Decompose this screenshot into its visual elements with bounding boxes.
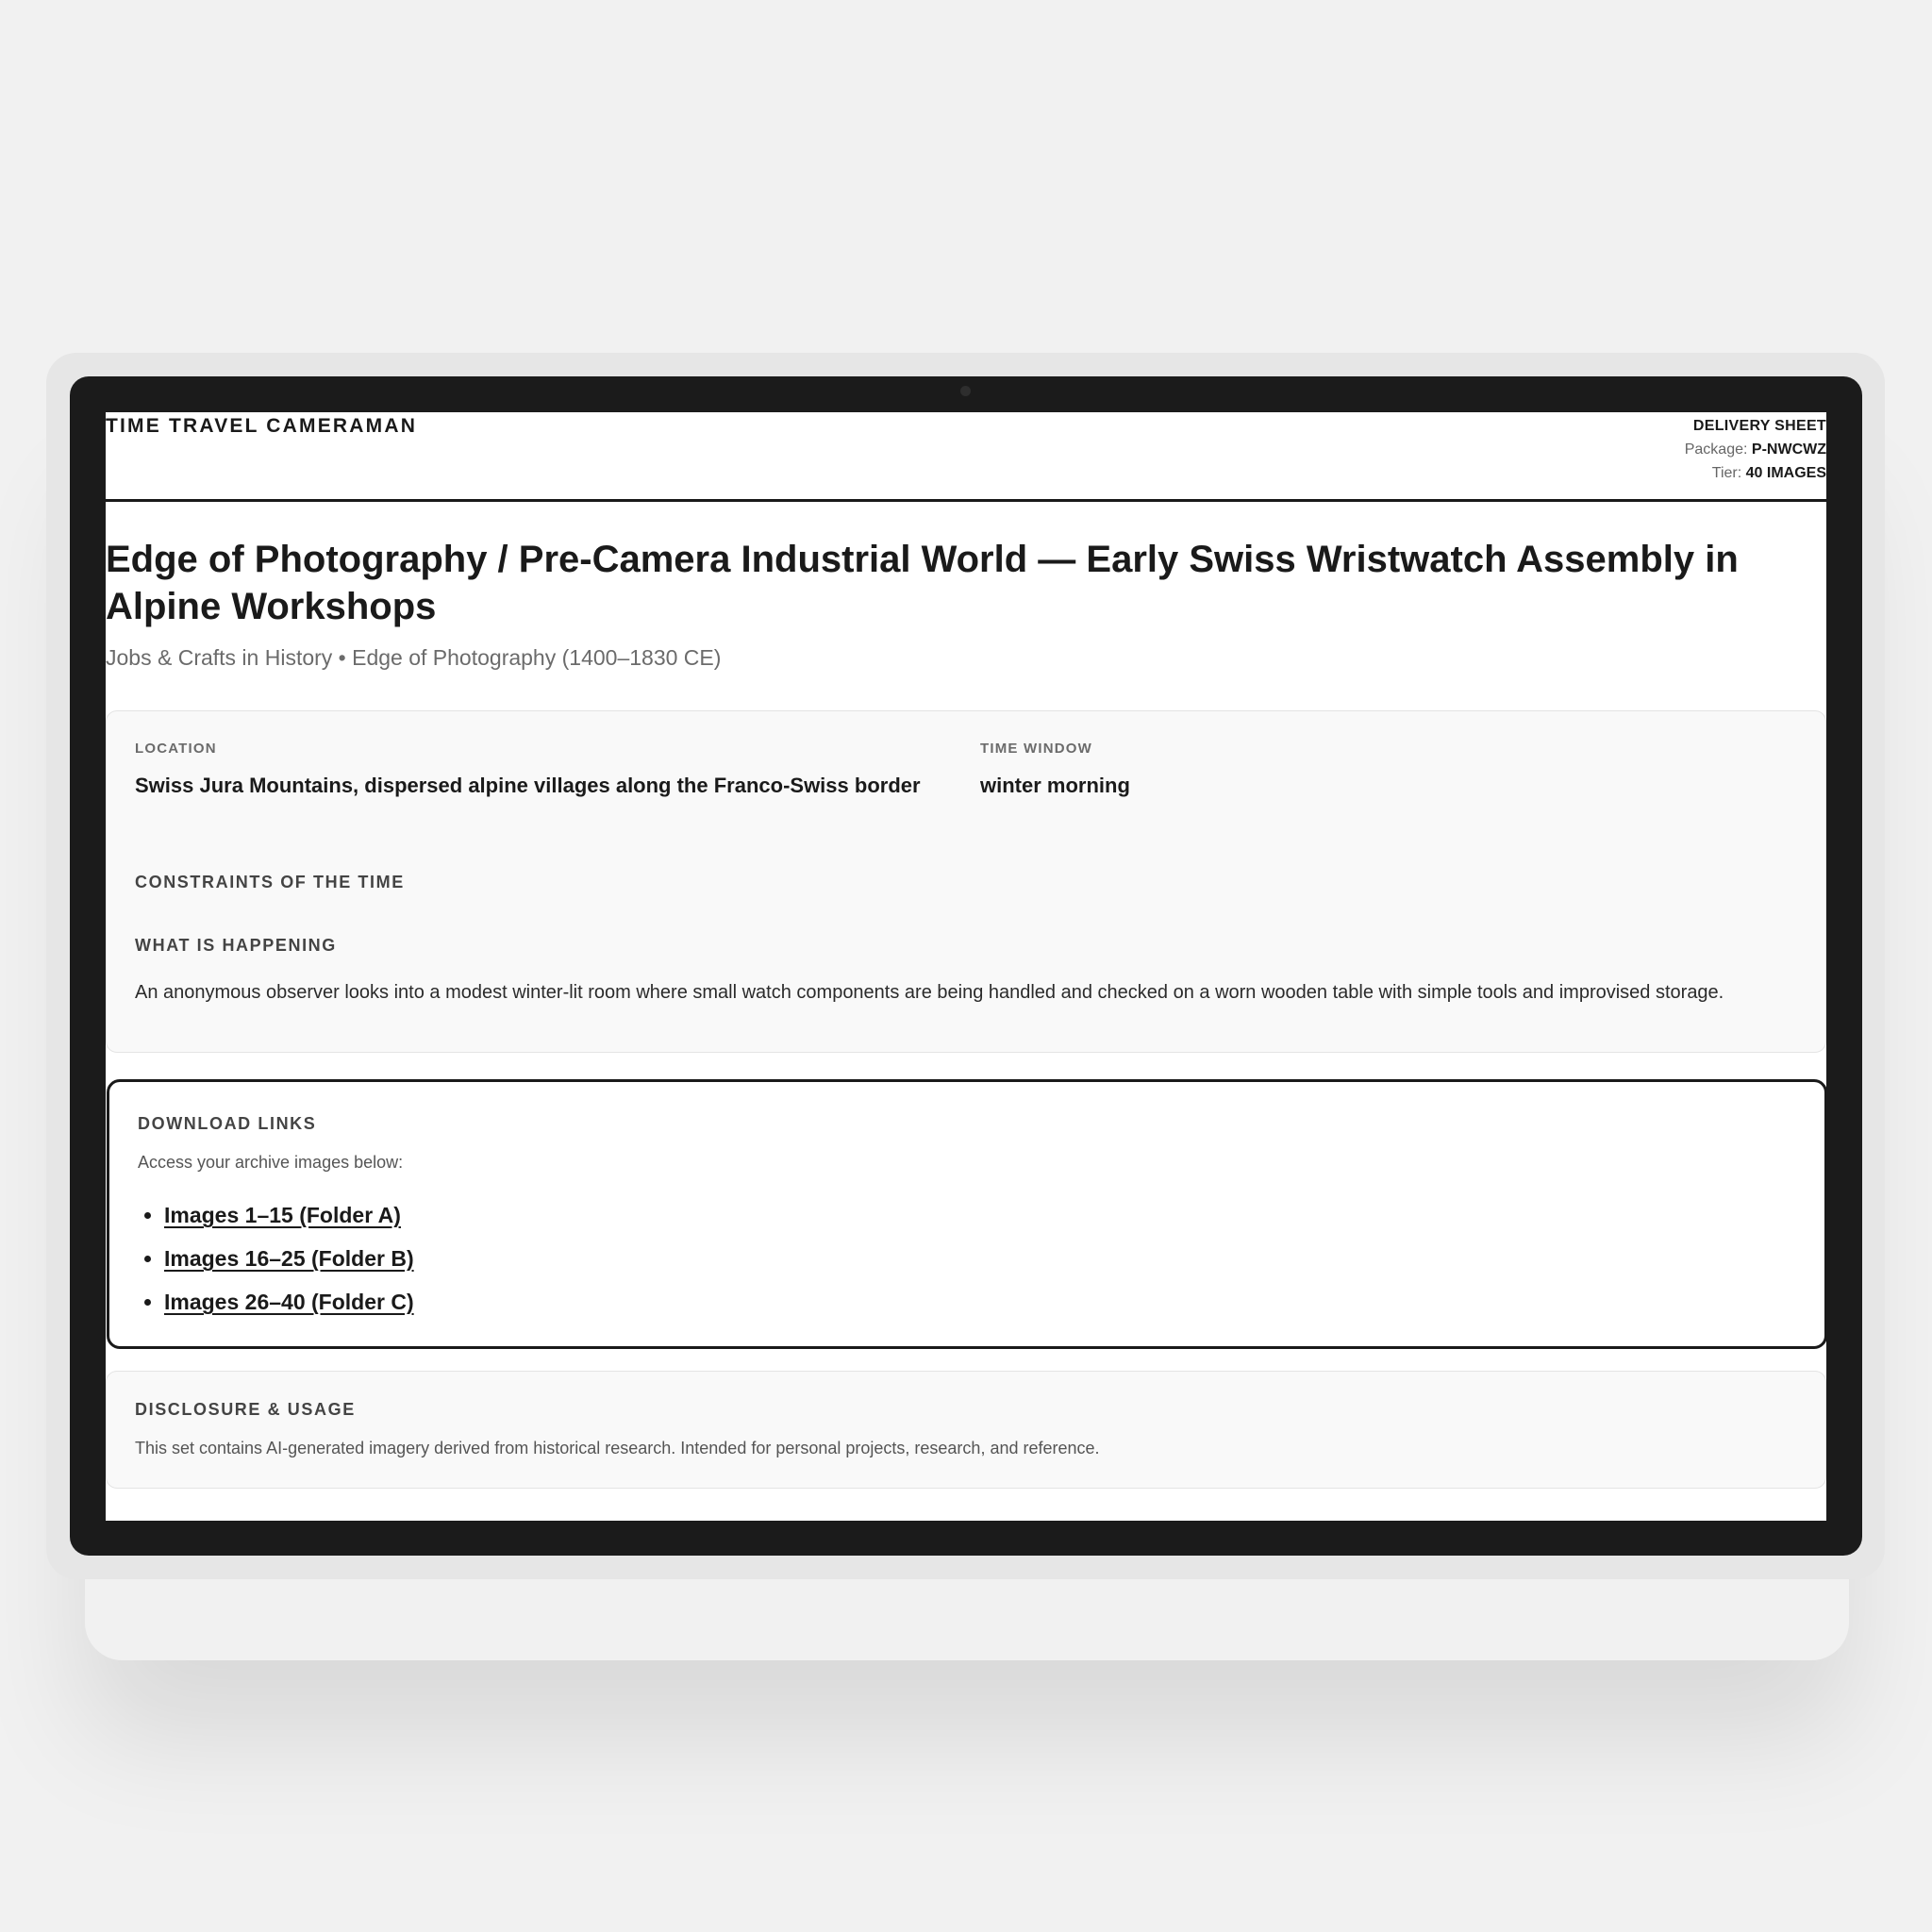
tier-label: Tier: (1711, 465, 1742, 481)
disclosure-card (106, 1371, 1826, 1489)
time-window-value: winter morning (980, 774, 1130, 797)
download-card (107, 1079, 1826, 1349)
location-label: LOCATION (135, 741, 217, 757)
package-value: P-NWCWZ (1751, 441, 1826, 458)
package-line (1685, 438, 1826, 461)
page-title: Edge of Photography / Pre-Camera Industrial World — Early Swiss Wristwatch Assembly in Alpine Workshops (106, 539, 1739, 627)
disclosure-heading: DISCLOSURE & USAGE (135, 1400, 356, 1419)
disclosure-text: This set contains AI-generated imagery derived from historical research. Intended for personal projects, research, and reference. (135, 1439, 1100, 1457)
page-subtitle: Jobs & Crafts in History • Edge of Photography (1400–1830 CE) (106, 645, 722, 670)
top-header (106, 412, 1826, 502)
delivery-meta (1685, 414, 1826, 485)
tier-line (1685, 461, 1826, 485)
download-list-item (164, 1237, 414, 1280)
download-intro: Access your archive images below: (138, 1153, 404, 1172)
download-list (138, 1193, 414, 1324)
camera-dot (960, 386, 971, 396)
tier-value: 40 IMAGES (1745, 465, 1826, 481)
download-link-folder-c[interactable]: Images 26–40 (Folder C) (164, 1290, 414, 1314)
delivery-sheet-label: DELIVERY SHEET (1692, 418, 1826, 434)
constraints-heading: CONSTRAINTS OF THE TIME (135, 873, 405, 891)
download-link-folder-b[interactable]: Images 16–25 (Folder B) (164, 1246, 414, 1271)
happening-heading: WHAT IS HAPPENING (135, 936, 337, 955)
download-list-item (164, 1193, 414, 1237)
info-card (106, 710, 1826, 1053)
download-heading: DOWNLOAD LINKS (138, 1114, 317, 1133)
screen (106, 412, 1826, 1521)
brand-name: TIME TRAVEL CAMERAMAN (106, 415, 418, 437)
download-link-folder-a[interactable]: Images 1–15 (Folder A) (164, 1203, 401, 1227)
download-list-item (164, 1280, 414, 1324)
location-value: Swiss Jura Mountains, dispersed alpine villages along the Franco-Swiss border (135, 774, 921, 797)
time-window-label: TIME WINDOW (980, 741, 1093, 757)
package-label: Package: (1684, 441, 1748, 458)
happening-text: An anonymous observer looks into a modest winter-lit room where small watch components are being handled and checked on a worn wooden table with simple tools and improvised storage. (135, 982, 1724, 1003)
